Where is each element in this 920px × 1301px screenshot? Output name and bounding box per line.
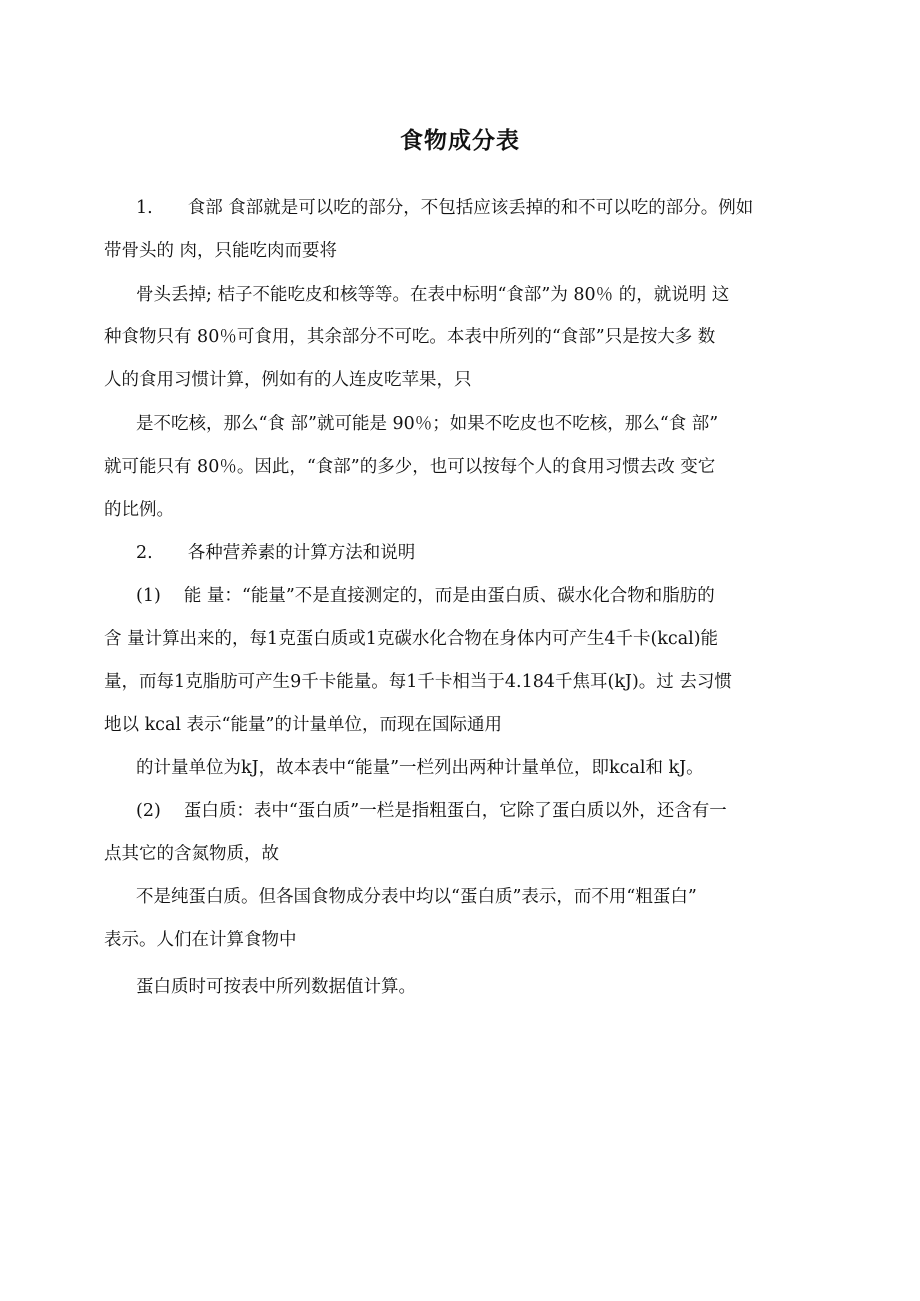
- paragraph-line: 地以 kcal 表示“能量”的计量单位，而现在国际通用: [104, 715, 502, 735]
- paragraph-line: 是不吃核，那么“食 部”就可能是 90％；如果不吃皮也不吃核，那么“食 部”: [136, 414, 719, 434]
- paragraph-line: 就可能只有 80％。因此，“食部”的多少，也可以按每个人的食用习惯去改 变它: [104, 457, 716, 477]
- paragraph-line: (1) 能 量：“能量”不是直接测定的，而是由蛋白质、碳水化合物和脂肪的: [136, 586, 715, 606]
- paragraph-line: (2) 蛋白质：表中“蛋白质”一栏是指粗蛋白，它除了蛋白质以外，还含有一: [136, 801, 727, 821]
- paragraph-line: 点其它的含氮物质，故: [104, 844, 279, 864]
- paragraph-line: 的计量单位为kJ，故本表中“能量”一栏列出两种计量单位，即kcal和 kJ。: [136, 758, 704, 778]
- paragraph-line: 蛋白质时可按表中所列数据值计算。: [136, 977, 416, 997]
- paragraph-line: 量，而每1克脂肪可产生9千卡能量。每1千卡相当于4.184千焦耳(kJ)。过 去习惯: [104, 672, 732, 692]
- paragraph-line: 的比例。: [104, 500, 174, 520]
- paragraph-line: 种食物只有 80％可食用，其余部分不可吃。本表中所列的“食部”只是按大多 数: [104, 327, 716, 347]
- paragraph-line: 含 量计算出来的，每1克蛋白质或1克碳水化合物在身体内可产生4千卡(kcal)能: [104, 629, 719, 649]
- paragraph-line: 表示。人们在计算食物中: [104, 930, 297, 950]
- paragraph-line: 骨头丢掉; 桔子不能吃皮和核等等。在表中标明“食部”为 80％ 的，就说明 这: [136, 285, 730, 305]
- paragraph-line: 人的食用习惯计算，例如有的人连皮吃苹果，只: [104, 370, 472, 390]
- paragraph-line: 带骨头的 肉，只能吃肉而要将: [104, 241, 338, 261]
- paragraph-line: 1. 食部 食部就是可以吃的部分，不包括应该丢掉的和不可以吃的部分。例如: [136, 198, 754, 218]
- page-title: 食物成分表: [400, 128, 520, 154]
- paragraph-line: 不是纯蛋白质。但各国食物成分表中均以“蛋白质”表示，而不用“粗蛋白”: [136, 887, 697, 907]
- section-heading-line: 2. 各种营养素的计算方法和说明: [136, 543, 416, 563]
